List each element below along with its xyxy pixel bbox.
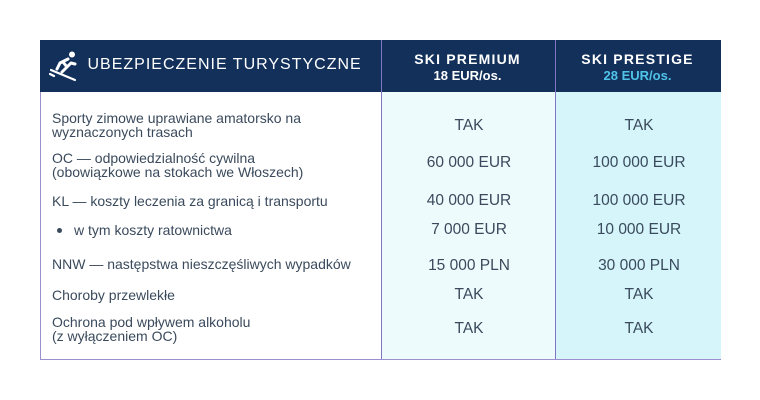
prestige-value: TAK (624, 320, 654, 337)
prestige-value: TAK (624, 117, 654, 134)
plan-name: SKI PRESTIGE (581, 51, 694, 67)
premium-value: TAK (454, 117, 484, 134)
row-label: Choroby przewlekłe (52, 287, 175, 303)
premium-value: 7 000 EUR (431, 221, 507, 238)
plan-price: 28 EUR/os. (603, 68, 672, 83)
prestige-value: 30 000 PLN (598, 257, 680, 274)
row-label: KL — koszty leczenia za granicą i transportu (52, 193, 328, 209)
premium-value: 15 000 PLN (428, 257, 510, 274)
prestige-value: 100 000 EUR (592, 154, 686, 171)
bullet-icon (57, 228, 62, 233)
premium-value: TAK (454, 320, 484, 337)
table-header (40, 40, 721, 92)
plan-header-premium (381, 51, 555, 83)
plan-header-prestige (555, 51, 721, 83)
prestige-value: TAK (624, 286, 654, 303)
row-label: Ochrona pod wpływem alkoholu (z wyłączeniem OC) (52, 314, 251, 344)
prestige-value: 10 000 EUR (596, 221, 682, 238)
row-label: OC — odpowiedzialność cywilna (obowiązkowe na stokach we Włoszech) (52, 150, 304, 180)
table-title: UBEZPIECZENIE TURYSTYCZNE (87, 56, 362, 73)
premium-value: 40 000 EUR (426, 192, 512, 209)
skier-icon (49, 50, 79, 82)
premium-value: 60 000 EUR (426, 154, 512, 171)
insurance-comparison-table (40, 40, 721, 360)
premium-value: TAK (454, 286, 484, 303)
plan-name: SKI PREMIUM (414, 51, 521, 67)
prestige-value: 100 000 EUR (592, 192, 686, 209)
row-label-bulleted: w tym koszty ratownictwa (52, 223, 232, 237)
row-label: NNW — następstwa nieszczęśliwych wypadków (52, 256, 351, 272)
plan-price: 18 EUR/os. (433, 68, 502, 83)
row-label: Sporty zimowe uprawiane amatorsko na wyznaczonych trasach (52, 110, 302, 140)
